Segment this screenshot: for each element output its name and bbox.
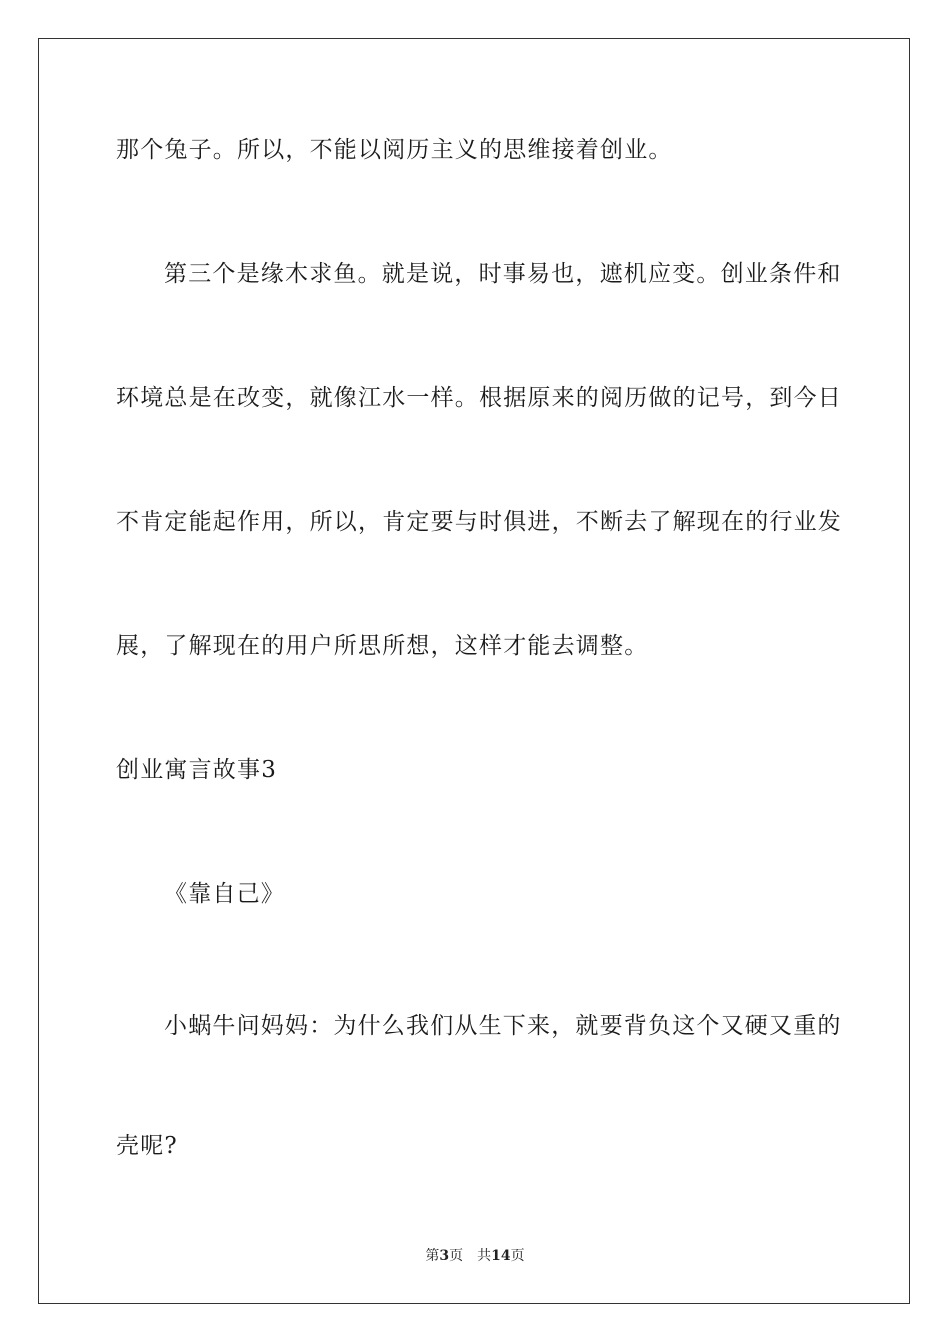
- body-line-4: 不肯定能起作用，所以，肯定要与时俱进，不断去了解现在的行业发: [116, 509, 842, 535]
- footer-total-suffix: 页: [510, 1248, 525, 1264]
- footer-total-prefix: 共: [477, 1248, 492, 1264]
- current-page-number: 3: [439, 1248, 450, 1264]
- body-line-9: 壳呢?: [116, 1133, 178, 1159]
- body-line-1: 那个兔子。所以，不能以阅历主义的思维接着创业。: [116, 137, 673, 163]
- body-line-5: 展，了解现在的用户所思所想，这样才能去调整。: [116, 633, 649, 659]
- body-line-2: 第三个是缘木求鱼。就是说，时事易也，遮机应变。创业条件和: [164, 261, 842, 287]
- body-line-8: 小蜗牛问妈妈：为什么我们从生下来，就要背负这个又硬又重的: [164, 1013, 842, 1039]
- footer-page-suffix: 页: [449, 1248, 464, 1264]
- page-border: [38, 38, 910, 1304]
- body-line-3: 环境总是在改变，就像江水一样。根据原来的阅历做的记号，到今日: [116, 385, 842, 411]
- section-heading: 创业寓言故事3: [116, 757, 278, 783]
- page-footer: [0, 1247, 950, 1265]
- total-pages-number: 14: [491, 1248, 511, 1264]
- footer-prefix: 第: [425, 1248, 440, 1264]
- story-title: 《靠自己》: [164, 881, 285, 907]
